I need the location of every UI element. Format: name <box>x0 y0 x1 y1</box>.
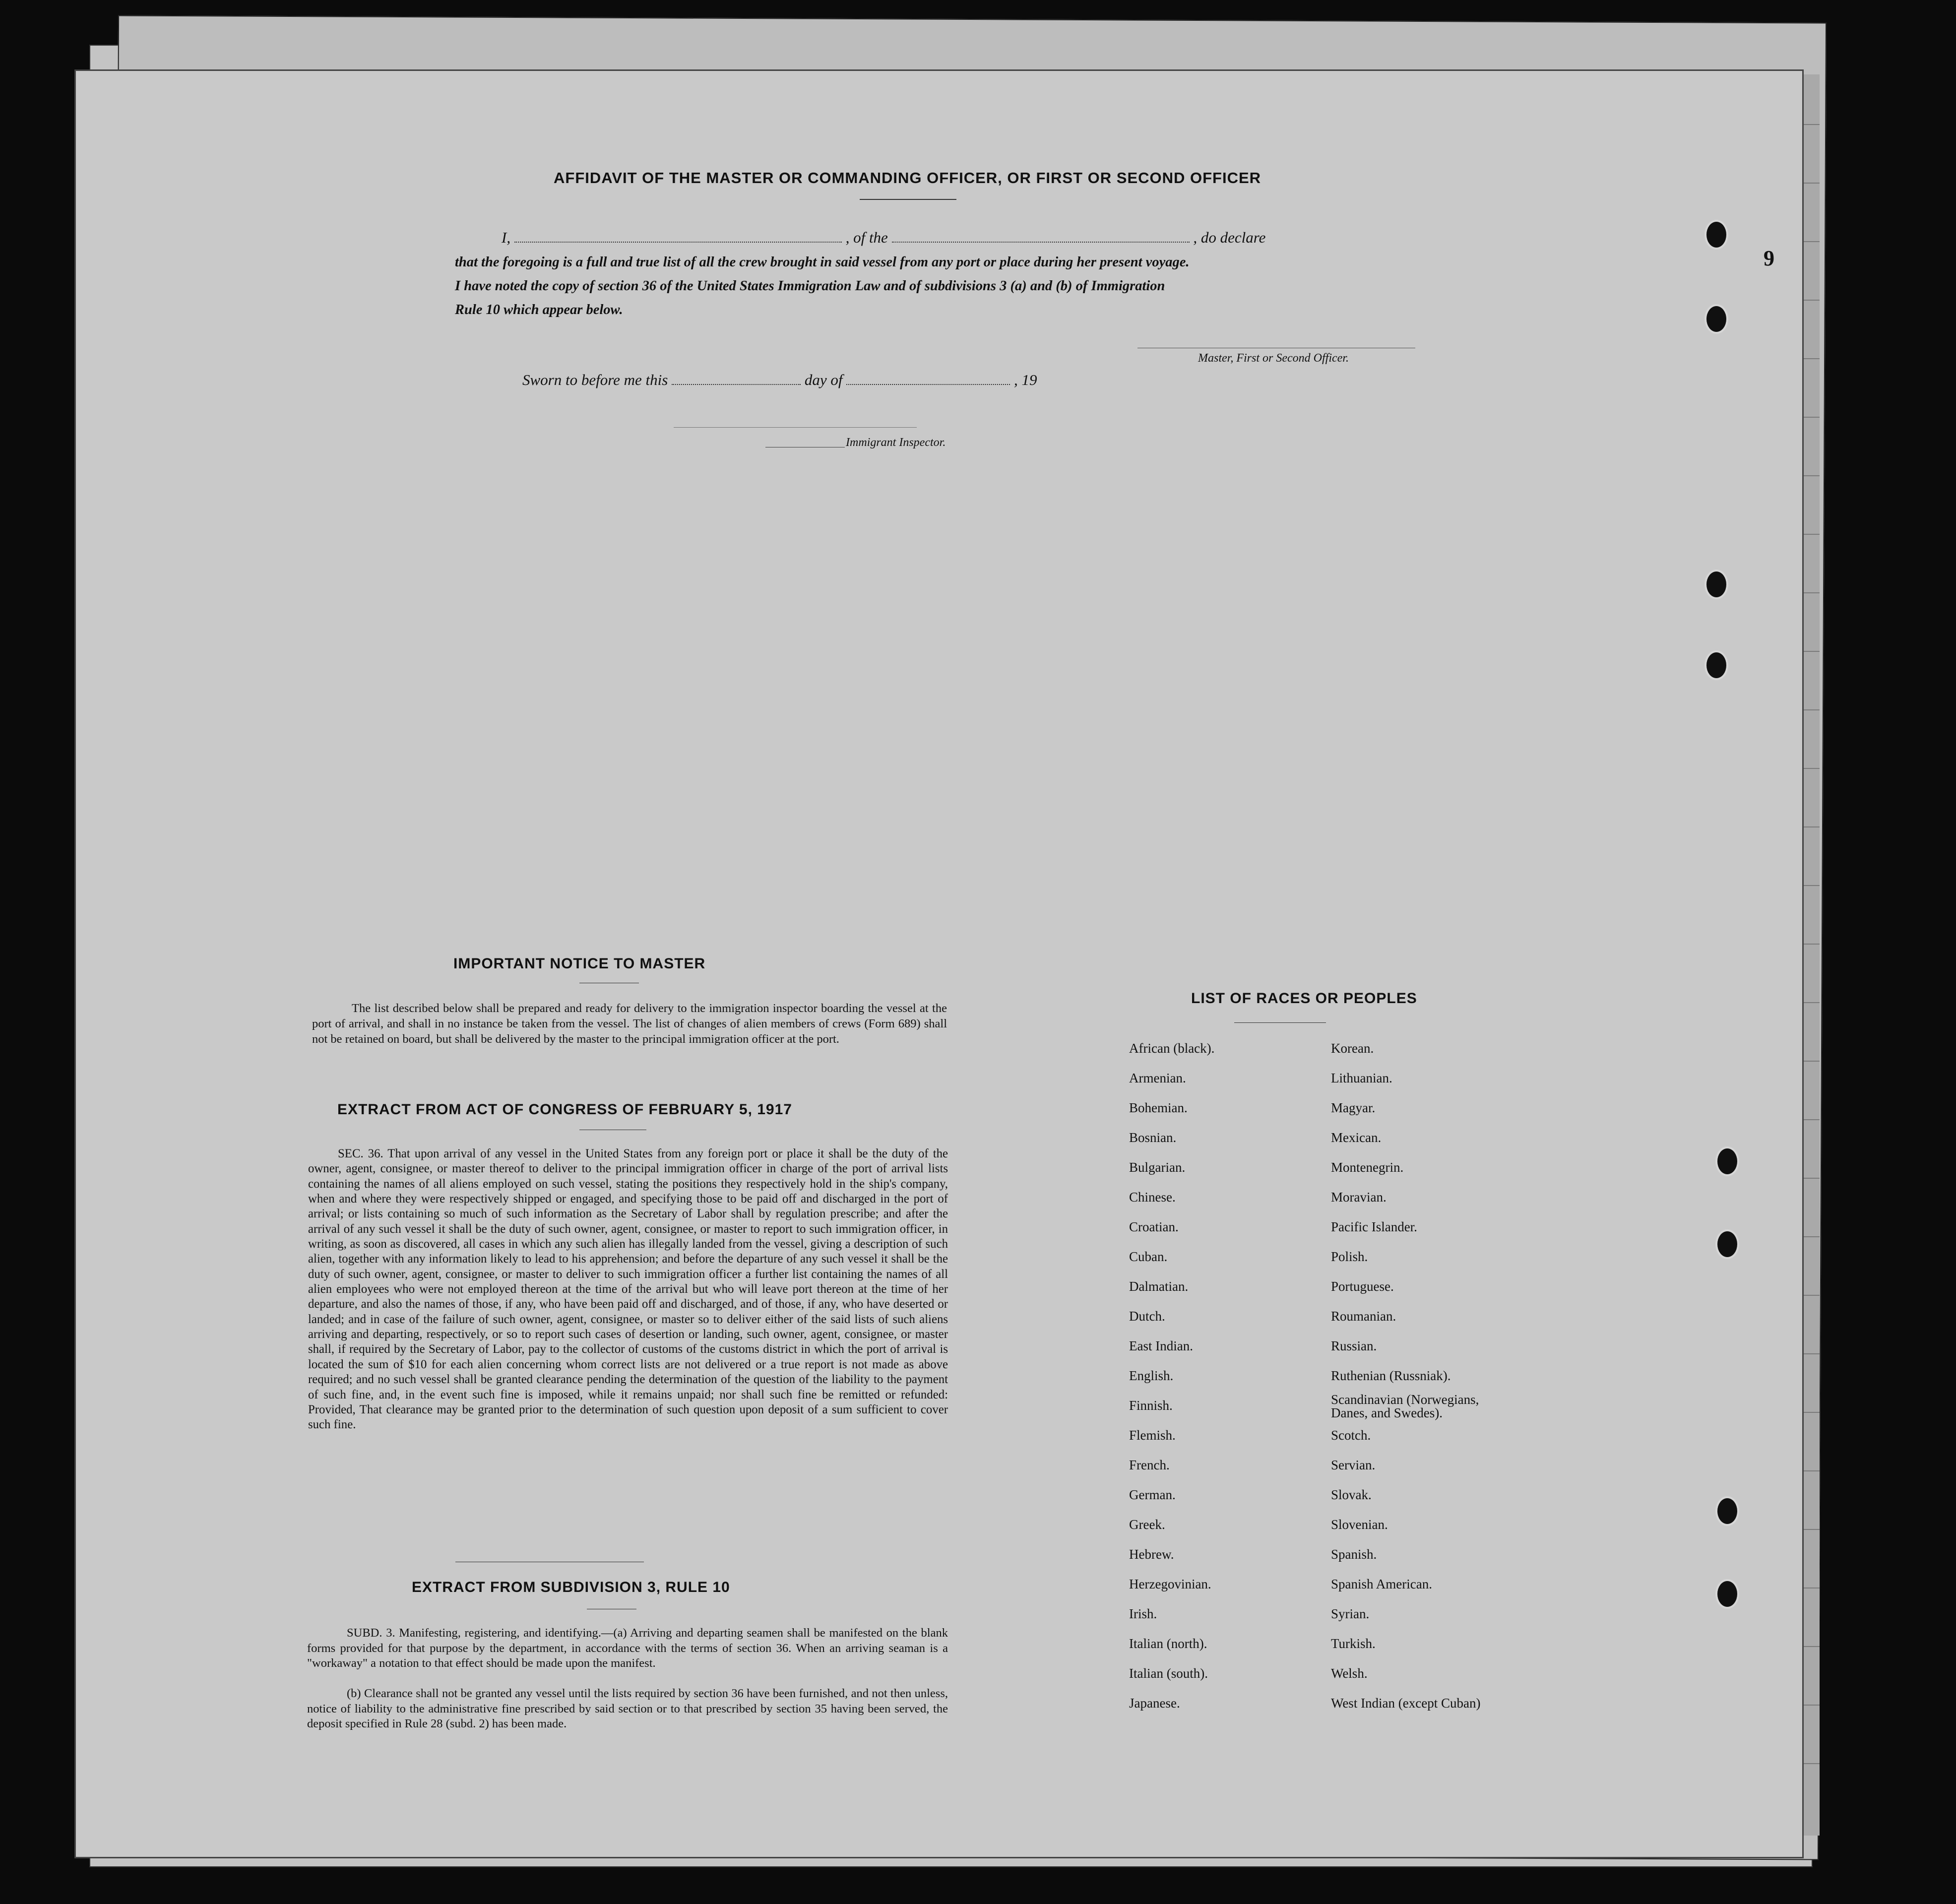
race-item: Syrian. <box>1331 1606 1370 1621</box>
year-label: , 19 <box>1013 371 1037 388</box>
race-item: East Indian. <box>1129 1338 1193 1353</box>
inspector-line-upper <box>674 427 917 428</box>
binder-hole <box>1715 1579 1739 1609</box>
affidavit-title: AFFIDAVIT OF THE MASTER OR COMMANDING OFFICER, OR FIRST OR SECOND OFFICER <box>554 169 1262 187</box>
notice-text: The list described below shall be prepared and ready for delivery to the immigration inspector boarding the vessel at the port of arrival, and shall in no instance be taken from the vessel. The list of changes of alien members of crews (Form 689) shall not be retained on board, but shall be delivered by the master to the principal immigration officer at the port. <box>312 1002 947 1046</box>
race-item: English. <box>1129 1368 1174 1383</box>
race-item: Slovak. <box>1331 1487 1372 1502</box>
race-item: Spanish American. <box>1331 1577 1432 1591</box>
binder-hole <box>1715 1146 1739 1176</box>
race-item: Roumanian. <box>1331 1309 1396 1324</box>
race-item: French. <box>1129 1458 1170 1472</box>
race-item: Armenian. <box>1129 1071 1186 1085</box>
race-item: Scandinavian (Norwegians, Danes, and Swedes). <box>1331 1392 1479 1420</box>
race-item: Moravian. <box>1331 1190 1387 1205</box>
race-item: Croatian. <box>1129 1219 1179 1234</box>
race-item: Bosnian. <box>1129 1130 1177 1145</box>
name-blank[interactable] <box>514 241 842 243</box>
race-item: Spanish. <box>1331 1547 1377 1562</box>
sworn-line <box>522 371 1037 389</box>
race-item: Russian. <box>1331 1338 1377 1353</box>
race-item: Dalmatian. <box>1129 1279 1189 1294</box>
binder-hole <box>1704 220 1728 250</box>
subdivision-b-text: (b) Clearance shall not be granted any vessel until the lists required by section 36 have been furnished, and not then unless, notice of liability to the administrative fine prescribed by said section or to that prescribed by section 35 having been served, the deposit specified in Rule 28 (subd. 2) has been made. <box>307 1687 948 1730</box>
month-blank[interactable] <box>846 383 1010 385</box>
subdivision-a-text: SUBD. 3. Manifesting, registering, and identifying.—(a) Arriving and departing seamen shall be manifested on the blank forms provided for that purpose by the department, in accordance with the terms of section 36. When an arriving seaman is a "workaway" a notation to that effect should be made upon the manifest. <box>307 1626 948 1670</box>
race-item: Dutch. <box>1129 1309 1165 1324</box>
notice-title: IMPORTANT NOTICE TO MASTER <box>453 955 706 972</box>
race-item: Herzegovinian. <box>1129 1577 1211 1591</box>
declaration-line <box>502 229 1265 247</box>
race-item: Pacific Islander. <box>1331 1219 1417 1234</box>
race-item: Polish. <box>1331 1249 1368 1264</box>
section-36-text: SEC. 36. That upon arrival of any vessel in the United States from any foreign port or place it shall be the duty of the owner, agent, consignee, or master thereof to deliver to the principal immigration officer in charge of the port of arrival lists containing the names of all aliens employed on such vessel, stating the positions they respectively hold in the ship's company, when and where they were respectively shipped or engaged, and specifying those to be paid off and discharged in the port of arrival; or lists containing so much of such information as the Secretary of Labor shall by regulation prescribe; and after the arrival of any such vessel it shall be the duty of such owner, agent, consignee, or master to report to such immigration officer, in writing, as soon as discovered, all cases in which any such alien has illegally landed from the vessel, giving a description of such alien, together with any information likely to lead to his apprehension; and before the departure of any such vessel it shall be the duty of such owner, agent, consignee, or master to deliver to such immigration officer a further list containing the names of all alien employees who were not employed thereon at the time of the arrival but who will leave port thereon at the time of her departure, and also the names of those, if any, who have been paid off and discharged, and of those, if any, who have deserted or landed; and in case of the failure of such owner, agent, consignee, or master so to deliver either of the said lists of such aliens arriving and departing, respectively, or so to report such cases of desertion or landing, such owner, agent, consignee, or master shall, if required by the Secretary of Labor, pay to the collector of customs of the customs district in which the port of arrival is located the sum of $10 for each alien concerning whom correct lists are not delivered or a true report is not made as above required; and no such vessel shall be granted clearance pending the determination of the question of the liability to the payment of such fine, and, in the event such fine is imposed, while it remains unpaid; nor shall such fine be remitted or refunded: Provided, That clearance may be granted prior to the determination of such question upon deposit of a sum sufficient to cover such fine. <box>308 1147 948 1432</box>
label-do-declare: , do declare <box>1193 229 1266 246</box>
race-item: Slovenian. <box>1331 1517 1388 1532</box>
race-item: Mexican. <box>1331 1130 1382 1145</box>
binder-hole <box>1704 304 1728 334</box>
day-blank[interactable] <box>672 383 801 385</box>
race-item: Hebrew. <box>1129 1547 1174 1562</box>
races-title: LIST OF RACES OR PEOPLES <box>1191 990 1417 1007</box>
race-item: Welsh. <box>1331 1666 1368 1681</box>
label-of-the: , of the <box>845 229 888 246</box>
race-item: Bohemian. <box>1129 1100 1188 1115</box>
declaration-text: Rule 10 which appear below. <box>455 302 623 317</box>
race-item: Cuban. <box>1129 1249 1168 1264</box>
binder-hole <box>1704 570 1728 599</box>
race-item: Japanese. <box>1129 1696 1180 1711</box>
race-item: Greek. <box>1129 1517 1165 1532</box>
manifest-page <box>74 69 1804 1858</box>
binder-hole <box>1704 650 1728 680</box>
race-item: Chinese. <box>1129 1190 1176 1205</box>
day-of-label: day of <box>804 371 843 388</box>
race-item: Ruthenian (Russniak). <box>1331 1368 1451 1383</box>
race-item: Finnish. <box>1129 1398 1173 1413</box>
margin-number: 9 <box>1764 246 1774 270</box>
race-item: Portuguese. <box>1331 1279 1394 1294</box>
race-item: Magyar. <box>1331 1100 1376 1115</box>
race-item: Flemish. <box>1129 1428 1176 1443</box>
signature-label: Master, First or Second Officer. <box>1198 352 1349 365</box>
race-item: Korean. <box>1331 1041 1374 1056</box>
race-item: Servian. <box>1331 1458 1376 1472</box>
label-i: I, <box>502 229 511 246</box>
declaration-text: that the foregoing is a full and true list of all the crew brought in said vessel from any port or place during her present voyage. <box>455 254 1190 270</box>
race-item: Bulgarian. <box>1129 1160 1186 1175</box>
race-item: African (black). <box>1129 1041 1215 1056</box>
race-item: Irish. <box>1129 1606 1157 1621</box>
inspector-label: Immigrant Inspector. <box>846 436 946 449</box>
race-item: West Indian (except Cuban) <box>1331 1696 1481 1711</box>
divider <box>1234 1022 1326 1023</box>
race-item: Turkish. <box>1331 1636 1376 1651</box>
race-item: Lithuanian. <box>1331 1071 1392 1085</box>
sworn-label: Sworn to before me this <box>522 371 668 388</box>
race-item: Italian (south). <box>1129 1666 1208 1681</box>
extract-rule-title: EXTRACT FROM SUBDIVISION 3, RULE 10 <box>412 1579 730 1595</box>
race-item: Montenegrin. <box>1331 1160 1404 1175</box>
binder-hole <box>1715 1496 1739 1526</box>
binder-hole <box>1715 1229 1739 1259</box>
divider <box>860 199 956 200</box>
race-item: German. <box>1129 1487 1176 1502</box>
vessel-blank[interactable] <box>892 241 1190 243</box>
extract-act-title: EXTRACT FROM ACT OF CONGRESS OF FEBRUARY 5, 1917 <box>337 1101 792 1118</box>
declaration-text: I have noted the copy of section 36 of the United States Immigration Law and of subdivisions 3 (a) and (b) of Immigration <box>455 278 1165 294</box>
race-item: Scotch. <box>1331 1428 1371 1443</box>
race-item: Italian (north). <box>1129 1636 1207 1651</box>
